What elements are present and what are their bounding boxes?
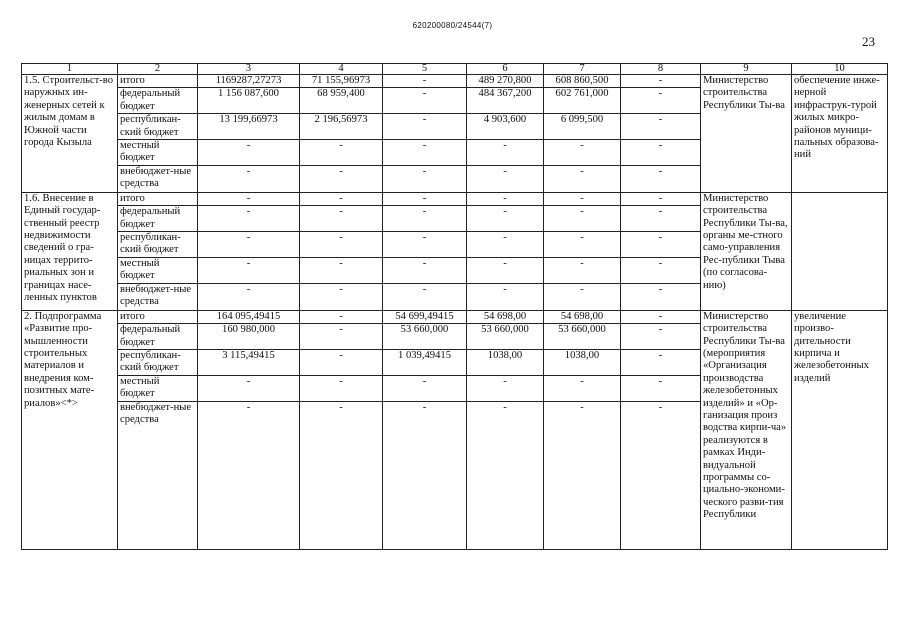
- amount-cell: 160 980,000: [198, 324, 300, 350]
- amount-cell: 68 959,400: [300, 88, 383, 114]
- header-cell: 1: [22, 64, 118, 75]
- amount-cell: -: [621, 192, 701, 205]
- amount-cell: -: [383, 192, 467, 205]
- funding-source: республикан-ский бюджет: [118, 349, 198, 375]
- amount-cell: 53 660,000: [383, 324, 467, 350]
- amount-cell: -: [300, 310, 383, 323]
- amount-cell: -: [198, 206, 300, 232]
- budget-table: [21, 63, 888, 550]
- amount-cell: -: [300, 283, 383, 310]
- funding-source: республикан-ский бюджет: [118, 232, 198, 258]
- amount-cell: 2 196,56973: [300, 114, 383, 140]
- amount-cell: -: [467, 165, 544, 192]
- amount-cell: -: [621, 324, 701, 350]
- amount-cell: -: [467, 401, 544, 549]
- document-id: 620200080/24544(7): [412, 21, 493, 30]
- amount-cell: -: [467, 206, 544, 232]
- executor-cell: Министерство строительства Республики Ты-ва: [701, 75, 792, 193]
- amount-cell: -: [383, 88, 467, 114]
- amount-cell: -: [383, 283, 467, 310]
- table-row: [22, 192, 888, 205]
- amount-cell: 608 860,500: [544, 75, 621, 88]
- amount-cell: -: [300, 375, 383, 401]
- amount-cell: -: [621, 257, 701, 283]
- amount-cell: -: [198, 165, 300, 192]
- amount-cell: -: [383, 206, 467, 232]
- amount-cell: -: [300, 206, 383, 232]
- header-cell: 9: [701, 64, 792, 75]
- result-cell: увеличение произво-дительности кирпича и железобетонных изделий: [792, 310, 888, 549]
- funding-source: республикан-ский бюджет: [118, 114, 198, 140]
- amount-cell: -: [544, 283, 621, 310]
- amount-cell: 54 698,00: [467, 310, 544, 323]
- amount-cell: 4 903,600: [467, 114, 544, 140]
- funding-source: местный бюджет: [118, 140, 198, 166]
- amount-cell: 54 698,00: [544, 310, 621, 323]
- amount-cell: -: [467, 257, 544, 283]
- amount-cell: -: [544, 140, 621, 166]
- amount-cell: 6 099,500: [544, 114, 621, 140]
- funding-source: местный бюджет: [118, 375, 198, 401]
- amount-cell: -: [300, 324, 383, 350]
- amount-cell: 1 039,49415: [383, 349, 467, 375]
- amount-cell: -: [544, 375, 621, 401]
- amount-cell: -: [621, 310, 701, 323]
- header-cell: 6: [467, 64, 544, 75]
- amount-cell: -: [383, 401, 467, 549]
- amount-cell: -: [198, 140, 300, 166]
- executor-cell: Министерство строительства Республики Ты-ва, органы ме-стного само-управления Рес-публики Тыва (по согласова-нию): [701, 192, 792, 310]
- amount-cell: -: [198, 283, 300, 310]
- amount-cell: -: [467, 192, 544, 205]
- funding-source: внебюджет-ные средства: [118, 283, 198, 310]
- amount-cell: 602 761,000: [544, 88, 621, 114]
- amount-cell: -: [544, 257, 621, 283]
- amount-cell: -: [621, 232, 701, 258]
- amount-cell: -: [383, 140, 467, 166]
- measure-name: 1.6. Внесение в Единый государ-ственный реестр недвижимости сведений о гра-ницах террито-риальных зон и границах насе-ленных пунктов: [22, 192, 118, 310]
- amount-cell: -: [544, 192, 621, 205]
- amount-cell: 13 199,66973: [198, 114, 300, 140]
- amount-cell: -: [544, 206, 621, 232]
- amount-cell: -: [544, 232, 621, 258]
- amount-cell: -: [621, 375, 701, 401]
- amount-cell: -: [300, 349, 383, 375]
- amount-cell: -: [621, 206, 701, 232]
- header-cell: 7: [544, 64, 621, 75]
- amount-cell: 1169287,27273: [198, 75, 300, 88]
- amount-cell: -: [467, 140, 544, 166]
- amount-cell: 54 699,49415: [383, 310, 467, 323]
- amount-cell: -: [621, 114, 701, 140]
- amount-cell: -: [621, 75, 701, 88]
- amount-cell: -: [383, 232, 467, 258]
- amount-cell: -: [621, 165, 701, 192]
- amount-cell: -: [544, 401, 621, 549]
- amount-cell: -: [198, 192, 300, 205]
- funding-source: внебюджет-ные средства: [118, 401, 198, 549]
- header-cell: 5: [383, 64, 467, 75]
- amount-cell: -: [300, 401, 383, 549]
- table-row: [22, 310, 888, 323]
- funding-source: федеральный бюджет: [118, 206, 198, 232]
- amount-cell: 484 367,200: [467, 88, 544, 114]
- result-cell: [792, 192, 888, 310]
- amount-cell: -: [198, 401, 300, 549]
- amount-cell: 1038,00: [544, 349, 621, 375]
- amount-cell: 489 270,800: [467, 75, 544, 88]
- amount-cell: -: [621, 283, 701, 310]
- amount-cell: 53 660,000: [467, 324, 544, 350]
- amount-cell: -: [467, 283, 544, 310]
- measure-name: 2. Подпрограмма «Развитие про-мышленности строительных материалов и внедрения ком-позитных мате-риалов»<*>: [22, 310, 118, 549]
- amount-cell: -: [467, 232, 544, 258]
- amount-cell: -: [300, 192, 383, 205]
- amount-cell: -: [198, 257, 300, 283]
- amount-cell: -: [198, 232, 300, 258]
- header-cell: 2: [118, 64, 198, 75]
- measure-name: 1.5. Строительст-во наружных ин-женерных сетей к жилым домам в Южной части города Кызыла: [22, 75, 118, 193]
- amount-cell: 53 660,000: [544, 324, 621, 350]
- funding-source: местный бюджет: [118, 257, 198, 283]
- header-cell: 3: [198, 64, 300, 75]
- header-cell: 10: [792, 64, 888, 75]
- amount-cell: -: [621, 349, 701, 375]
- amount-cell: 3 115,49415: [198, 349, 300, 375]
- header-row: [22, 64, 888, 75]
- amount-cell: -: [300, 232, 383, 258]
- amount-cell: -: [621, 88, 701, 114]
- header-cell: 8: [621, 64, 701, 75]
- amount-cell: -: [621, 140, 701, 166]
- result-cell: обеспечение инже-нерной инфраструк-турой жилых микро-районов муници-пальных образова-ний: [792, 75, 888, 193]
- amount-cell: 164 095,49415: [198, 310, 300, 323]
- funding-source: внебюджет-ные средства: [118, 165, 198, 192]
- table-row: [22, 75, 888, 88]
- funding-source: итого: [118, 192, 198, 205]
- funding-source: федеральный бюджет: [118, 324, 198, 350]
- amount-cell: -: [300, 140, 383, 166]
- amount-cell: -: [383, 375, 467, 401]
- funding-source: федеральный бюджет: [118, 88, 198, 114]
- amount-cell: -: [300, 257, 383, 283]
- funding-source: итого: [118, 310, 198, 323]
- amount-cell: -: [467, 375, 544, 401]
- page-number: 23: [862, 34, 875, 49]
- amount-cell: 1 156 087,600: [198, 88, 300, 114]
- executor-cell: Министерство строительства Республики Ты-ва (мероприятия «Организация производства железобетонных изделий» и «Ор-ганизация произ водства кирпи-ча» реализуются в рамках Инди-видуальной программы со-циально-экономи-ческого разви-тия Республики: [701, 310, 792, 549]
- amount-cell: -: [383, 75, 467, 88]
- header-cell: 4: [300, 64, 383, 75]
- amount-cell: -: [621, 401, 701, 549]
- amount-cell: 1038,00: [467, 349, 544, 375]
- amount-cell: -: [300, 165, 383, 192]
- funding-source: итого: [118, 75, 198, 88]
- amount-cell: 71 155,96973: [300, 75, 383, 88]
- amount-cell: -: [383, 114, 467, 140]
- amount-cell: -: [383, 257, 467, 283]
- amount-cell: -: [198, 375, 300, 401]
- amount-cell: -: [544, 165, 621, 192]
- amount-cell: -: [383, 165, 467, 192]
